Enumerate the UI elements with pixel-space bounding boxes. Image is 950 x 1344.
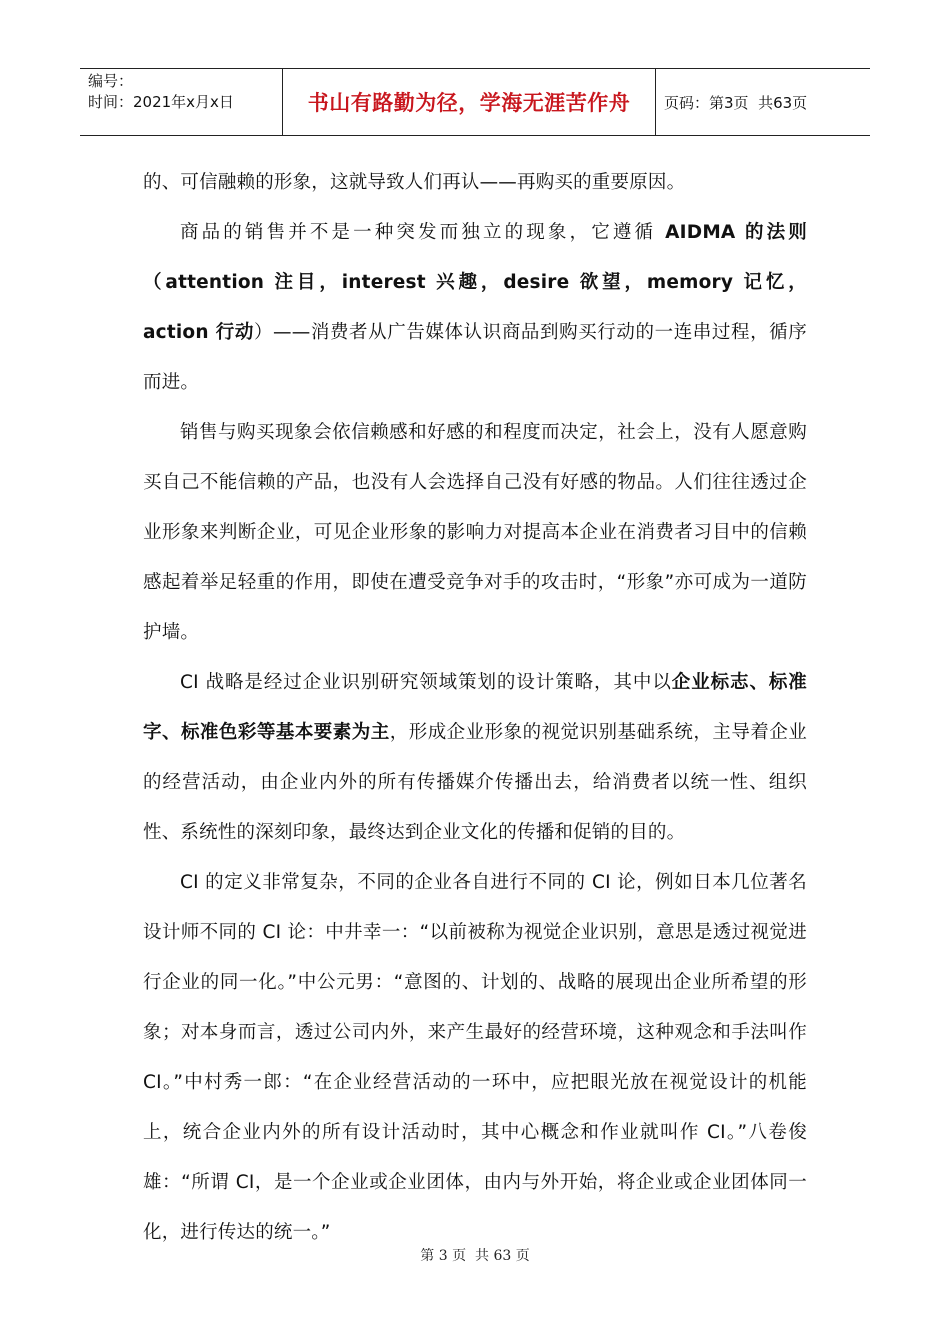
header-page-info: 页码：第3页 共63页	[664, 93, 808, 112]
paragraph-1: 的、可信融赖的形象，这就导致人们再认——再购买的重要原因。	[143, 172, 686, 193]
paragraph-4-text-a: CI 战略是经过企业识别研究领域策划的设计策略，其中以	[180, 672, 672, 693]
header-page-cell	[656, 69, 870, 135]
date-label: 时间：2021年x月x日	[88, 93, 234, 111]
document-body	[143, 158, 807, 1258]
paragraph-3: 销售与购买现象会依信赖感和好感的和程度而决定，社会上，没有人愿意购买自己不能信赖的产品，也没有人会选择自己没有好感的物品。人们往往透过企业形象来判断企业，可见企业形象的影响力对提高本企业在消费者习目中的信赖感起着举足轻重的作用，即使在遭受竞争对手的攻击时，“形象”亦可成为一道防护墙。	[143, 422, 807, 643]
paragraph-4-bold: 企业标志、标准字、标准色彩等基本要素为主	[143, 672, 808, 743]
page-footer: 第 3 页 共 63 页	[420, 1248, 530, 1264]
paragraph-2	[143, 208, 807, 408]
paragraph-4	[143, 658, 807, 858]
paragraph-2-text-c: ）——消费者从广告媒体认识商品到购买行动的一连串过程，循序而进。	[143, 322, 807, 393]
header-meta-cell	[80, 69, 283, 135]
number-label: 编号：	[88, 72, 134, 90]
header-motto: 书山有路勤为径，学海无涯苦作舟	[283, 69, 656, 135]
page-header	[80, 68, 870, 136]
paragraph-5: CI 的定义非常复杂，不同的企业各自进行不同的 CI 论，例如日本几位著名设计师不同的 CI 论：中井幸一：“以前被称为视觉企业识别，意思是透过视觉进行企业的同一化。”中公元男：“意图的、计划的、战略的展现出企业所希望的形象；对本身而言，透过公司内外，来产生最好的经营环境，这种观念和手法叫作 CI。”中村秀一郎：“在企业经营活动的一环中，应把眼光放在视觉设计的机能上，统合企业内外的所有设计活动时，其中心概念和作业就叫作 CI。”八卷俊雄：“所谓 CI，是一个企业或企业团体，由内与外开始，将企业或企业团体同一化，进行传达的统一。”	[143, 872, 807, 1243]
paragraph-2-bold: AIDMA 的法则（attention 注目，interest 兴趣，desire 欲望，memory 记忆，action 行动	[143, 222, 808, 343]
paragraph-4-text-c: ，形成企业形象的视觉识别基础系统，主导着企业的经营活动，由企业内外的所有传播媒介传播出去，给消费者以统一性、组织性、系统性的深刻印象，最终达到企业文化的传播和促销的目的。	[143, 722, 807, 843]
paragraph-2-text-a: 商品的销售并不是一种突发而独立的现象，它遵循	[180, 222, 666, 243]
